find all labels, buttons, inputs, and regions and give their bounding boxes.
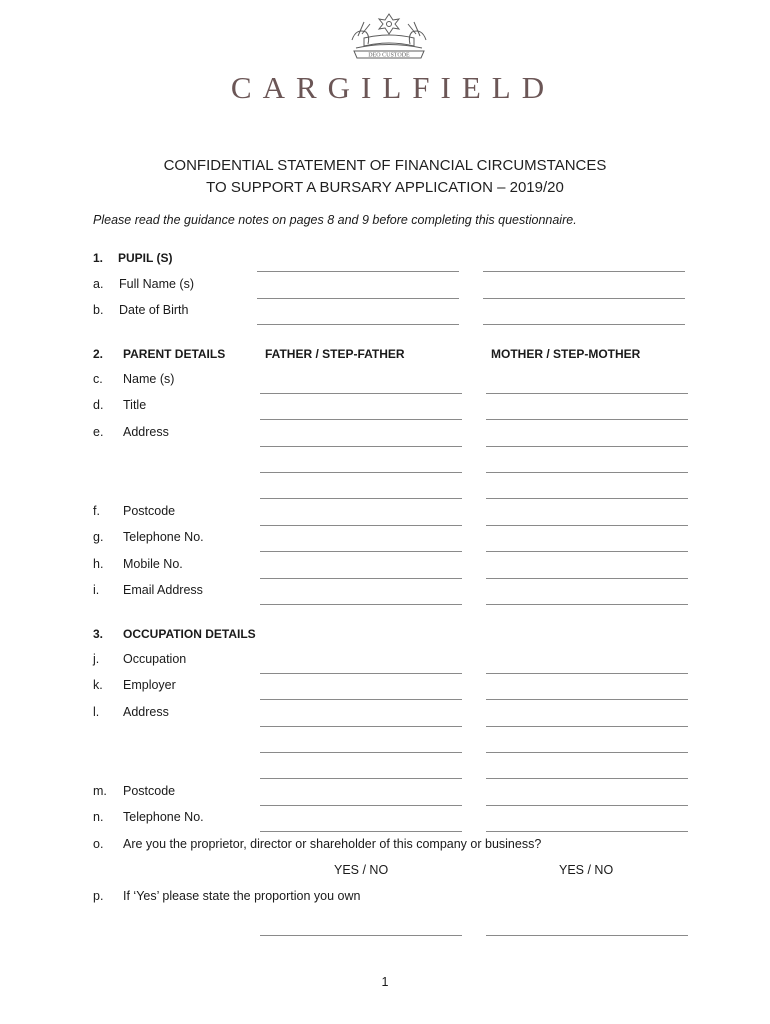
occupation-label: Occupation	[123, 652, 187, 666]
section-3-number: 3.	[93, 627, 104, 641]
father-employer-field[interactable]	[260, 699, 462, 700]
field-letter: h.	[93, 557, 104, 571]
telephone-label: Telephone No.	[123, 530, 204, 544]
section-2-number: 2.	[93, 347, 104, 361]
mother-email-field[interactable]	[486, 604, 688, 605]
field-letter: g.	[93, 530, 104, 544]
father-yes-no-option[interactable]: YES / NO	[334, 863, 389, 877]
employer-label: Employer	[123, 678, 176, 692]
mother-address-line-2[interactable]	[486, 472, 688, 473]
form-title-line-1: CONFIDENTIAL STATEMENT OF FINANCIAL CIRCUMSTANCES	[163, 157, 607, 174]
mother-employer-field[interactable]	[486, 699, 688, 700]
field-letter: k.	[93, 678, 103, 692]
father-address-line-2[interactable]	[260, 472, 462, 473]
field-letter: p.	[93, 889, 104, 903]
proprietor-question: Are you the proprietor, director or shareholder of this company or business?	[123, 837, 542, 851]
section-3-heading: OCCUPATION DETAILS	[123, 627, 256, 641]
mother-telephone-field[interactable]	[486, 551, 688, 552]
mother-address-line-1[interactable]	[486, 446, 688, 447]
father-address-line-3[interactable]	[260, 498, 462, 499]
school-crest-logo	[344, 10, 434, 60]
full-name-field-2[interactable]	[483, 298, 685, 299]
father-proportion-field[interactable]	[260, 935, 462, 936]
father-employer-telephone-field[interactable]	[260, 831, 462, 832]
date-of-birth-label: Date of Birth	[119, 303, 189, 317]
parent-name-label: Name (s)	[123, 372, 175, 386]
mother-mobile-field[interactable]	[486, 578, 688, 579]
full-name-label: Full Name (s)	[119, 277, 195, 291]
father-email-field[interactable]	[260, 604, 462, 605]
mother-proportion-field[interactable]	[486, 935, 688, 936]
employer-postcode-label: Postcode	[123, 784, 176, 798]
employer-telephone-label: Telephone No.	[123, 810, 204, 824]
title-label: Title	[123, 398, 147, 412]
page-number: 1	[381, 975, 389, 989]
father-name-field[interactable]	[260, 393, 462, 394]
mother-employer-postcode-field[interactable]	[486, 805, 688, 806]
date-of-birth-field-2[interactable]	[483, 324, 685, 325]
field-letter: f.	[93, 504, 100, 518]
proportion-label: If ‘Yes’ please state the proportion you own	[123, 889, 361, 903]
form-title-line-2: TO SUPPORT A BURSARY APPLICATION – 2019/20	[206, 179, 564, 196]
mobile-label: Mobile No.	[123, 557, 183, 571]
field-letter: d.	[93, 398, 104, 412]
pupil-name-2-field[interactable]	[483, 271, 685, 272]
postcode-label: Postcode	[123, 504, 176, 518]
full-name-field-1[interactable]	[257, 298, 459, 299]
father-employer-address-line-1[interactable]	[260, 726, 462, 727]
father-employer-address-line-2[interactable]	[260, 752, 462, 753]
crest-motto: DEO CUSTODE	[368, 52, 410, 59]
section-2-heading: PARENT DETAILS	[123, 347, 226, 361]
father-occupation-field[interactable]	[260, 673, 462, 674]
father-title-field[interactable]	[260, 419, 462, 420]
section-1-number: 1.	[93, 251, 104, 265]
section-1-heading: PUPIL (S)	[118, 251, 173, 265]
field-letter: n.	[93, 810, 104, 824]
email-label: Email Address	[123, 583, 203, 597]
mother-column-heading: MOTHER / STEP-MOTHER	[491, 347, 641, 361]
mother-title-field[interactable]	[486, 419, 688, 420]
employer-address-label: Address	[123, 705, 169, 719]
mother-employer-telephone-field[interactable]	[486, 831, 688, 832]
mother-postcode-field[interactable]	[486, 525, 688, 526]
father-postcode-field[interactable]	[260, 525, 462, 526]
mother-occupation-field[interactable]	[486, 673, 688, 674]
address-label: Address	[123, 425, 169, 439]
field-letter: a.	[93, 277, 104, 291]
father-address-line-1[interactable]	[260, 446, 462, 447]
pupil-name-1-field[interactable]	[257, 271, 459, 272]
mother-employer-address-line-1[interactable]	[486, 726, 688, 727]
father-mobile-field[interactable]	[260, 578, 462, 579]
field-letter: b.	[93, 303, 104, 317]
father-telephone-field[interactable]	[260, 551, 462, 552]
mother-employer-address-line-2[interactable]	[486, 752, 688, 753]
guidance-note: Please read the guidance notes on pages 8 and 9 before completing this questionnaire.	[93, 213, 577, 227]
field-letter: j.	[93, 652, 100, 666]
field-letter: m.	[93, 784, 107, 798]
field-letter: o.	[93, 837, 104, 851]
school-name: CARGILFIELD	[230, 70, 556, 105]
mother-yes-no-option[interactable]: YES / NO	[559, 863, 614, 877]
field-letter: i.	[93, 583, 100, 597]
date-of-birth-field-1[interactable]	[257, 324, 459, 325]
mother-employer-address-line-3[interactable]	[486, 778, 688, 779]
father-column-heading: FATHER / STEP-FATHER	[265, 347, 405, 361]
father-employer-address-line-3[interactable]	[260, 778, 462, 779]
mother-address-line-3[interactable]	[486, 498, 688, 499]
mother-name-field[interactable]	[486, 393, 688, 394]
field-letter: e.	[93, 425, 104, 439]
field-letter: c.	[93, 372, 103, 386]
field-letter: l.	[93, 705, 100, 719]
father-employer-postcode-field[interactable]	[260, 805, 462, 806]
